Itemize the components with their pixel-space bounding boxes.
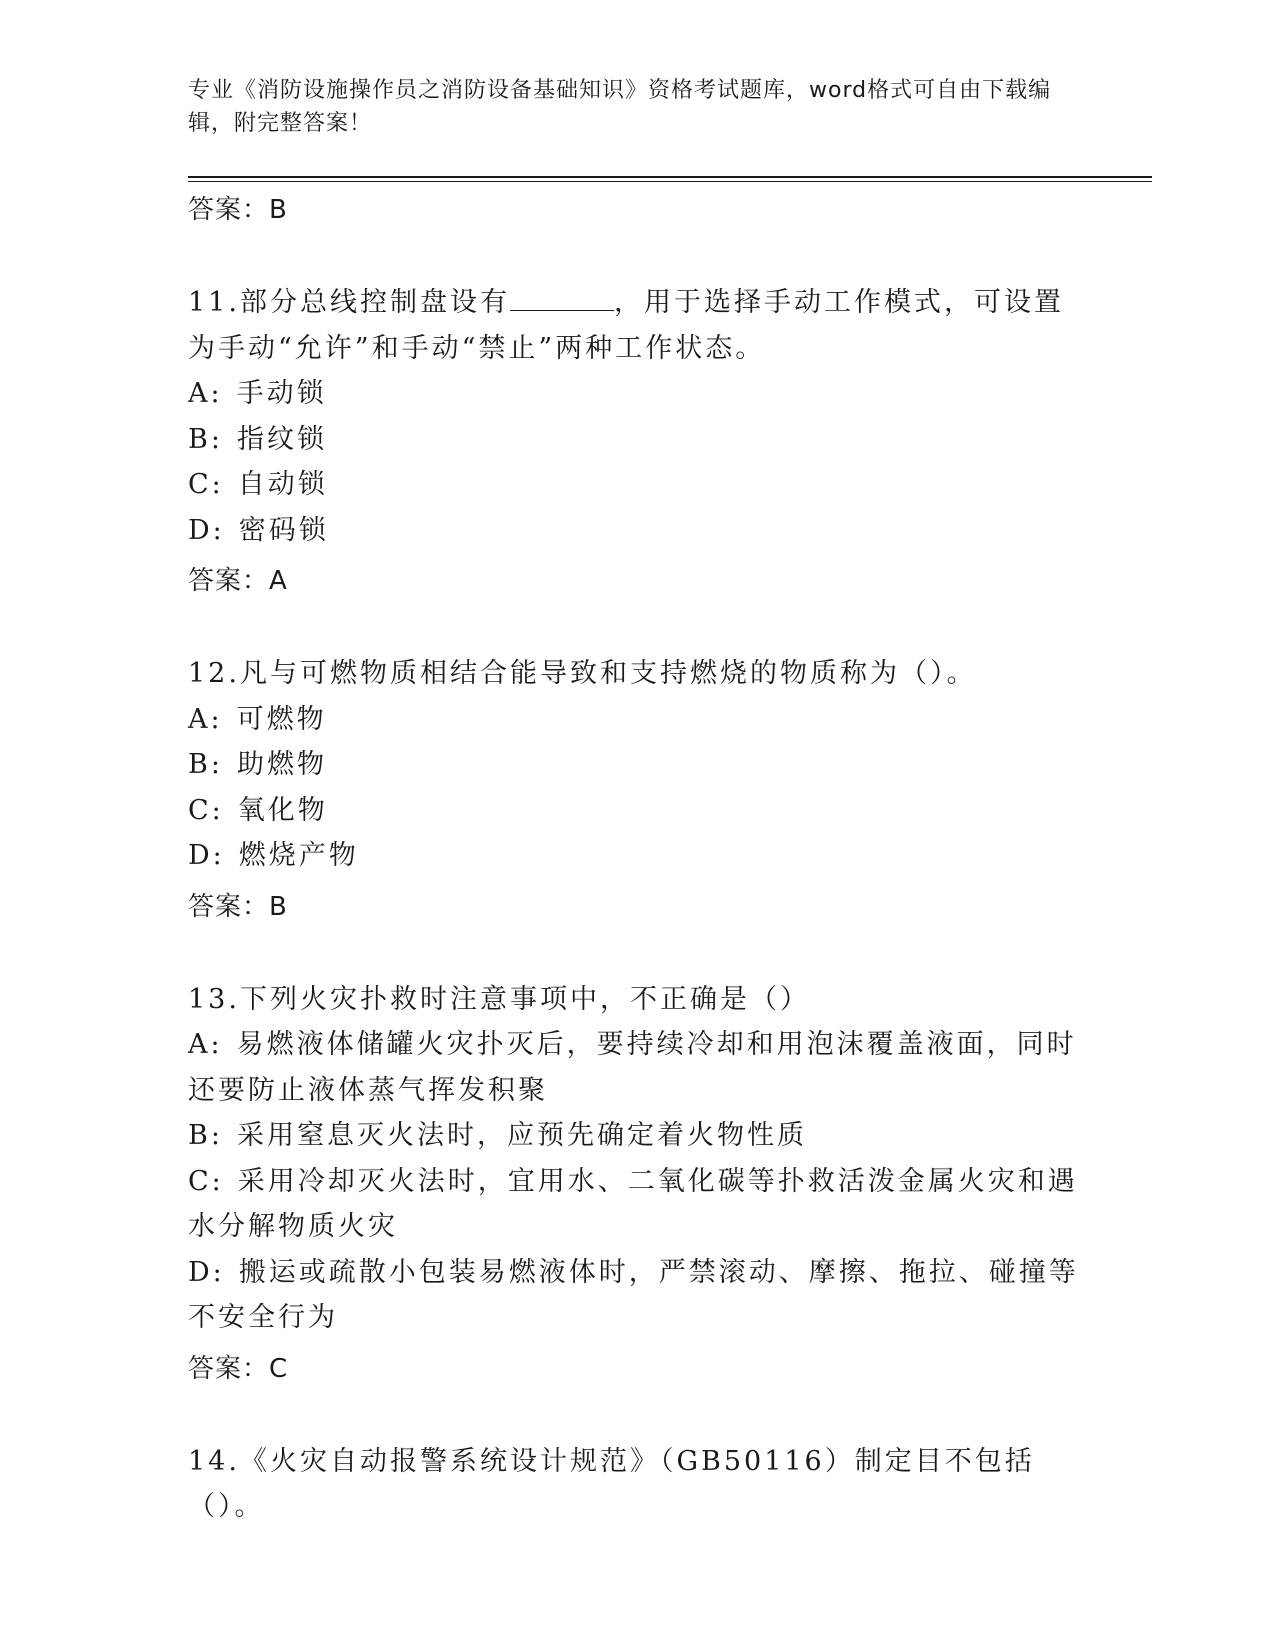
option-d <box>188 833 1088 879</box>
option-text: 密码锁 <box>238 514 329 546</box>
answer-label: 答案：B <box>188 195 288 225</box>
option-key: A: <box>188 378 223 409</box>
option-key: B: <box>188 1120 223 1151</box>
option-text: 可燃物 <box>236 703 327 735</box>
question-stem-start: 11.部分总线控制盘设有 <box>188 287 510 318</box>
option-key: A: <box>188 703 223 735</box>
question-14 <box>188 1439 1088 1530</box>
option-text: 指纹锁 <box>236 423 327 455</box>
option-text: 手动锁 <box>236 378 327 409</box>
option-d <box>188 1250 1088 1341</box>
option-key: D: <box>188 1256 225 1288</box>
option-c <box>188 1159 1088 1250</box>
question-stem-end: ，用于选择手动工作模式，可设置为手动“允许”和手动“禁止”两种工作状态。 <box>188 287 1064 364</box>
option-key: D: <box>188 840 225 871</box>
question-stem: 13.下列火灾扑救时注意事项中，不正确是（） <box>188 983 810 1015</box>
option-c <box>188 788 1088 834</box>
option-key: C: <box>188 1165 224 1197</box>
fill-blank <box>510 286 614 311</box>
option-text: 采用冷却灭火法时，宜用水、二氧化碳等扑救活泼金属火灾和遇水分解物质火灾 <box>188 1165 1078 1242</box>
option-a <box>188 371 1088 417</box>
question-stem: 12.凡与可燃物质相结合能导致和支持燃烧的物质称为（）。 <box>188 658 977 689</box>
option-key: C: <box>188 469 224 500</box>
option-text: 自动锁 <box>237 469 328 500</box>
option-a <box>188 697 1088 743</box>
option-key: B: <box>188 423 223 455</box>
option-text: 采用窒息灭火法时，应预先确定着火物性质 <box>236 1120 807 1151</box>
option-text: 氧化物 <box>237 794 328 826</box>
question-stem <box>188 280 1088 371</box>
option-text: 搬运或疏散小包装易燃液体时，严禁滚动、摩擦、拖拉、碰撞等不安全行为 <box>188 1256 1079 1333</box>
option-text: 助燃物 <box>236 749 327 780</box>
question-stem: 14.《火灾自动报警系统设计规范》（GB50116）制定目不包括（）。 <box>188 1445 1035 1522</box>
option-key: A: <box>188 1029 223 1060</box>
option-key: D: <box>188 514 225 546</box>
option-b <box>188 417 1088 463</box>
header-divider-thin <box>188 181 1152 182</box>
header-divider <box>188 176 1152 178</box>
answer-label: 答案：C <box>188 1353 289 1384</box>
option-text: 燃烧产物 <box>238 840 359 871</box>
option-text: 易燃液体储罐火灾扑灭后，要持续冷却和用泡沫覆盖液面，同时还要防止液体蒸气挥发积聚 <box>188 1029 1077 1106</box>
option-d <box>188 508 1088 554</box>
question-11 <box>188 280 1088 599</box>
option-a <box>188 1022 1088 1113</box>
question-list <box>188 186 1088 1530</box>
answer-label: 答案：B <box>188 891 288 922</box>
option-b <box>188 742 1088 788</box>
question-12 <box>188 651 1088 925</box>
page-header: 专业《消防设施操作员之消防设备基础知识》资格考试题库，word格式可自由下载编辑，附完整答案！ <box>188 78 1052 136</box>
answer-label: 答案：A <box>188 566 288 596</box>
option-key: B: <box>188 749 223 780</box>
question-13 <box>188 977 1088 1387</box>
option-c <box>188 462 1088 508</box>
option-key: C: <box>188 794 224 826</box>
option-b <box>188 1113 1088 1159</box>
